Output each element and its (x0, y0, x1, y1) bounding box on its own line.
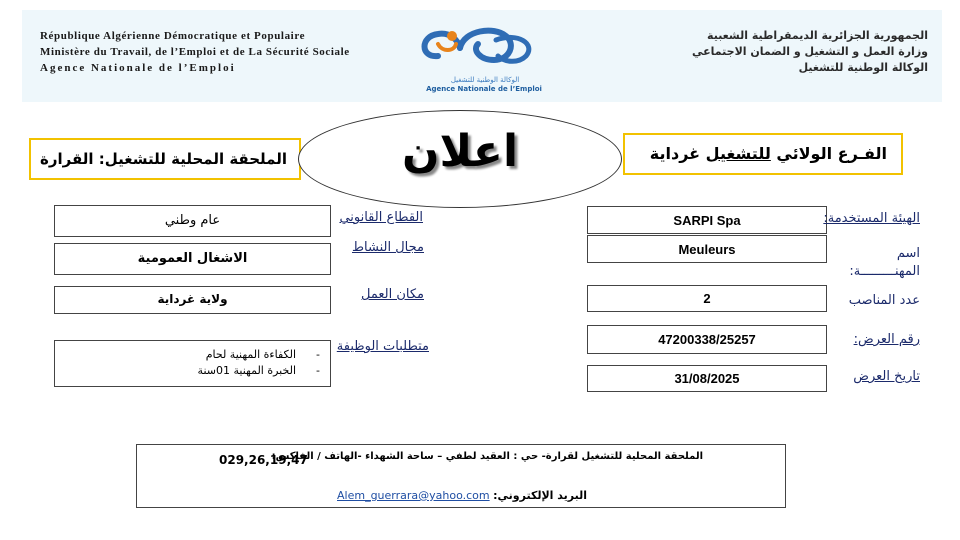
activity-label: مجال النشاط (352, 240, 424, 255)
branch-part-1: الفـرع الولائي (770, 144, 887, 163)
footer-email-row (337, 489, 587, 502)
offer-number-value: 47200338/25257 (587, 325, 827, 354)
requirements-box (54, 340, 331, 387)
local-office-place: القرارة (40, 150, 99, 168)
email-label: البريد الإلكتروني: (493, 489, 587, 502)
employer-label: الهيئة المستخدمة: (823, 211, 920, 226)
footer-phone: 029,26,19,47 (219, 453, 308, 467)
location-value: ولاية غرداية (54, 286, 331, 314)
employer-value: SARPI Spa (587, 206, 827, 234)
contact-footer (136, 444, 786, 508)
letterhead-ar-line-3: الوكالة الوطنية للتشغيل (798, 61, 928, 74)
activity-value: الاشغال العمومية (54, 243, 331, 275)
anem-logo (398, 14, 548, 96)
offer-date-value: 31/08/2025 (587, 365, 827, 392)
branch-part-2: للتشغيل (705, 144, 771, 163)
letterhead-ar-line-2: وزارة العمل و التشغيل و الضمان الاجتماعي (692, 45, 928, 58)
announcement-title: اعلان (401, 126, 519, 177)
positions-value: 2 (587, 285, 827, 312)
offer-date-label: تاريخ العرض (853, 369, 920, 384)
footer-address: الملحقة المحلية للتشغيل لقرارة- حي : العقيد لطفي – ساحة الشهداء -الهاتف / الفاكس: (271, 451, 703, 462)
requirements-label: متطلبات الوظيفة (336, 339, 429, 354)
logo-french-text: Agence Nationale de l’Emploi (426, 85, 542, 93)
job-title-label-1: اسم (896, 246, 920, 261)
letterhead-french (40, 28, 350, 76)
letterhead-fr-line-2: Ministère du Travail, de l’Emploi et de La Sécurité Sociale (40, 46, 350, 58)
sector-value: عام وطني (54, 205, 331, 237)
letterhead-fr-line-1: République Algérienne Démocratique et Populaire (40, 30, 306, 42)
local-office-colon: : (98, 150, 105, 168)
positions-label: عدد المناصب (848, 293, 920, 308)
local-office-title (29, 138, 301, 180)
email-link[interactable]: Alem_guerrara@yahoo.com (337, 489, 490, 502)
requirement-item: -الكفاءة المهنية لحام (205, 348, 320, 361)
requirement-item: -الخبرة المهنية 01سنة (197, 364, 320, 377)
wilaya-branch-title (623, 133, 903, 175)
letterhead-fr-line-3: Agence Nationale de l’Emploi (40, 62, 236, 74)
letterhead-arabic (692, 28, 928, 76)
letterhead-ar-line-1: الجمهورية الجزائرية الديمقراطية الشعبية (707, 29, 928, 42)
local-office-prefix: الملحقة المحلية للتشغيل (104, 150, 287, 168)
location-label: مكان العمل (361, 287, 424, 302)
requirements-list (55, 347, 320, 379)
branch-part-3: غرداية (649, 144, 706, 163)
logo-arabic-text: الوكالة الوطنية للتشغيل (450, 76, 520, 84)
sector-label: القطاع القانوني (339, 210, 423, 225)
anem-logo-icon (398, 14, 548, 80)
job-title-value: Meuleurs (587, 235, 827, 263)
offer-number-label: رقم العرض: (853, 332, 920, 347)
job-title-label-2: المهنـــــــــة: (849, 264, 920, 279)
